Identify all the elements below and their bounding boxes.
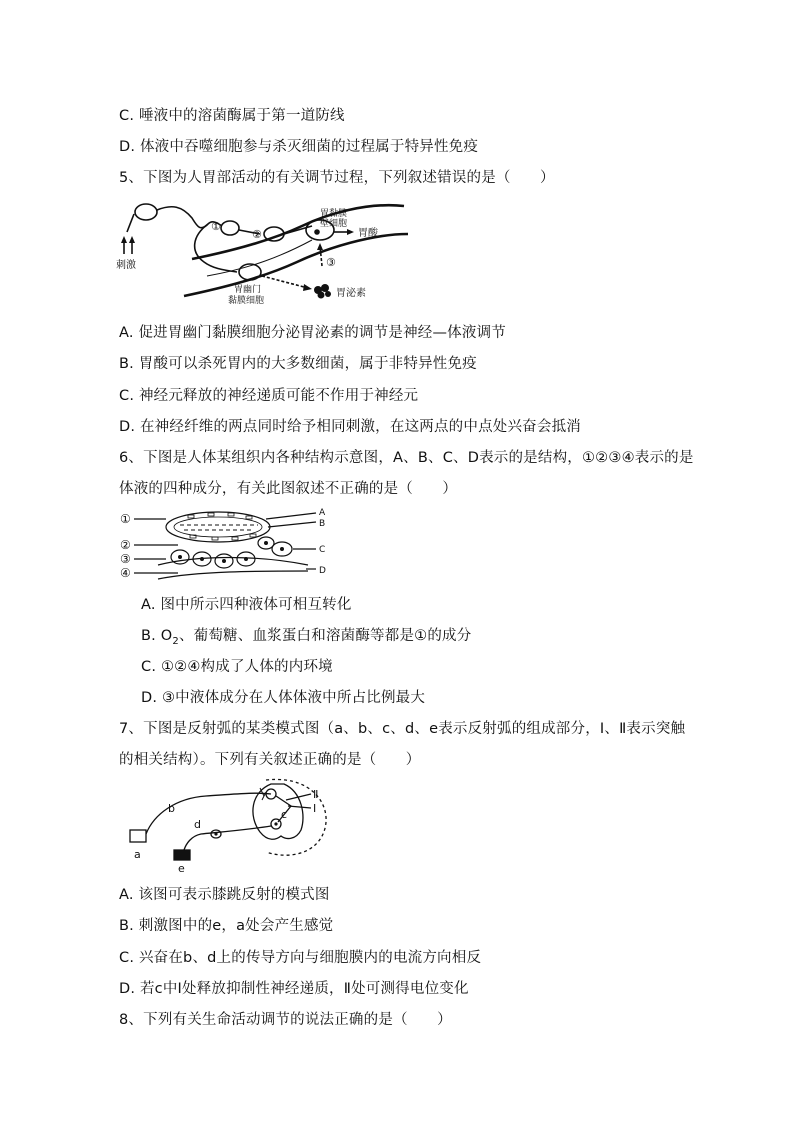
q7-reflex-arc-diagram [126, 778, 336, 875]
q5-option-d: D. 在神经纤维的两点同时给予相同刺激，在这两点的中点处兴奋会抵消 [119, 419, 581, 435]
fig5-gastrin-label: 胃泌素 [336, 288, 366, 299]
q5-stem: 5、下图为人胃部活动的有关调节过程，下列叙述错误的是（ ） [119, 170, 555, 186]
q7-stem-line-2: 的相关结构）。下列有关叙述正确的是（ ） [119, 752, 421, 768]
q6-tissue-diagram [118, 505, 333, 585]
fig5-wall-cell-label-2: 壁细胞 [320, 219, 348, 229]
q5-option-c: C. 神经元释放的神经递质可能不作用于神经元 [119, 388, 419, 404]
fig6-label-b: B [319, 519, 326, 529]
q5-option-b: B. 胃酸可以杀死胃内的大多数细菌，属于非特异性免疫 [119, 356, 477, 372]
fig5-pylorus-label-1: 胃幽门 [234, 285, 262, 295]
q6-option-d: D. ③中液体成分在人体体液中所占比例最大 [141, 690, 426, 706]
q7-option-b: B. 刺激图中的e，a处会产生感觉 [119, 918, 334, 934]
fig5-label-1: ① [211, 220, 221, 233]
fig5-label-3: ③ [326, 256, 336, 269]
q6-option-c: C. ①②④构成了人体的内环境 [141, 659, 333, 675]
fig5-wall-cell-label-1: 胃黏膜 [320, 209, 348, 219]
fig6-label-3: ③ [120, 552, 131, 566]
q4-option-c: C. 唾液中的溶菌酶属于第一道防线 [119, 108, 345, 124]
q6-stem-line-2: 体液的四种成分，有关此图叙述不正确的是（ ） [119, 481, 458, 497]
q8-stem: 8、下列有关生命活动调节的说法正确的是（ ） [119, 1012, 452, 1028]
fig6-label-2: ② [120, 538, 131, 552]
fig7-label-ii: Ⅱ [313, 788, 319, 801]
fig7-label-e: e [178, 862, 185, 875]
fig7-label-i: Ⅰ [313, 802, 317, 815]
fig5-pylorus-label-2: 黏膜细胞 [228, 296, 265, 306]
fig7-label-d: d [194, 818, 201, 831]
q7-option-c: C. 兴奋在b、d上的传导方向与细胞膜内的电流方向相反 [119, 950, 482, 966]
q5-stomach-diagram [112, 196, 412, 308]
fig6-label-d: D [319, 566, 326, 576]
q5-option-a: A. 促进胃幽门黏膜细胞分泌胃泌素的调节是神经—体液调节 [119, 325, 506, 341]
fig6-label-1: ① [120, 512, 131, 526]
fig7-label-b: b [168, 802, 175, 815]
fig5-acid-label: 胃酸 [358, 228, 378, 239]
q7-stem-line-1: 7、下图是反射弧的某类模式图（a、b、c、d、e表示反射弧的组成部分，Ⅰ、Ⅱ表示突触 [119, 721, 686, 737]
q4-option-d: D. 体液中吞噬细胞参与杀灭细菌的过程属于特异性免疫 [119, 139, 479, 155]
q6-stem-line-1: 6、下图是人体某组织内各种结构示意图，A、B、C、D表示的是结构，①②③④表示的是 [119, 450, 694, 466]
fig6-label-4: ④ [120, 566, 131, 580]
fig7-label-a: a [134, 848, 141, 861]
fig6-label-c: C [319, 545, 326, 555]
q6-option-b: B. $O_2$、葡萄糖、血浆蛋白和溶菌酶等都是①的成分 [141, 628, 472, 647]
fig5-label-2: ② [252, 228, 262, 241]
fig7-label-c: c [281, 808, 288, 821]
q7-option-a: A. 该图可表示膝跳反射的模式图 [119, 887, 330, 903]
q7-option-d: D. 若c中Ⅰ处释放抑制性神经递质，Ⅱ处可测得电位变化 [119, 981, 469, 997]
fig6-label-a: A [319, 508, 326, 518]
fig5-stimulus-label: 刺激 [116, 260, 136, 271]
q6-option-a: A. 图中所示四种液体可相互转化 [141, 597, 352, 613]
